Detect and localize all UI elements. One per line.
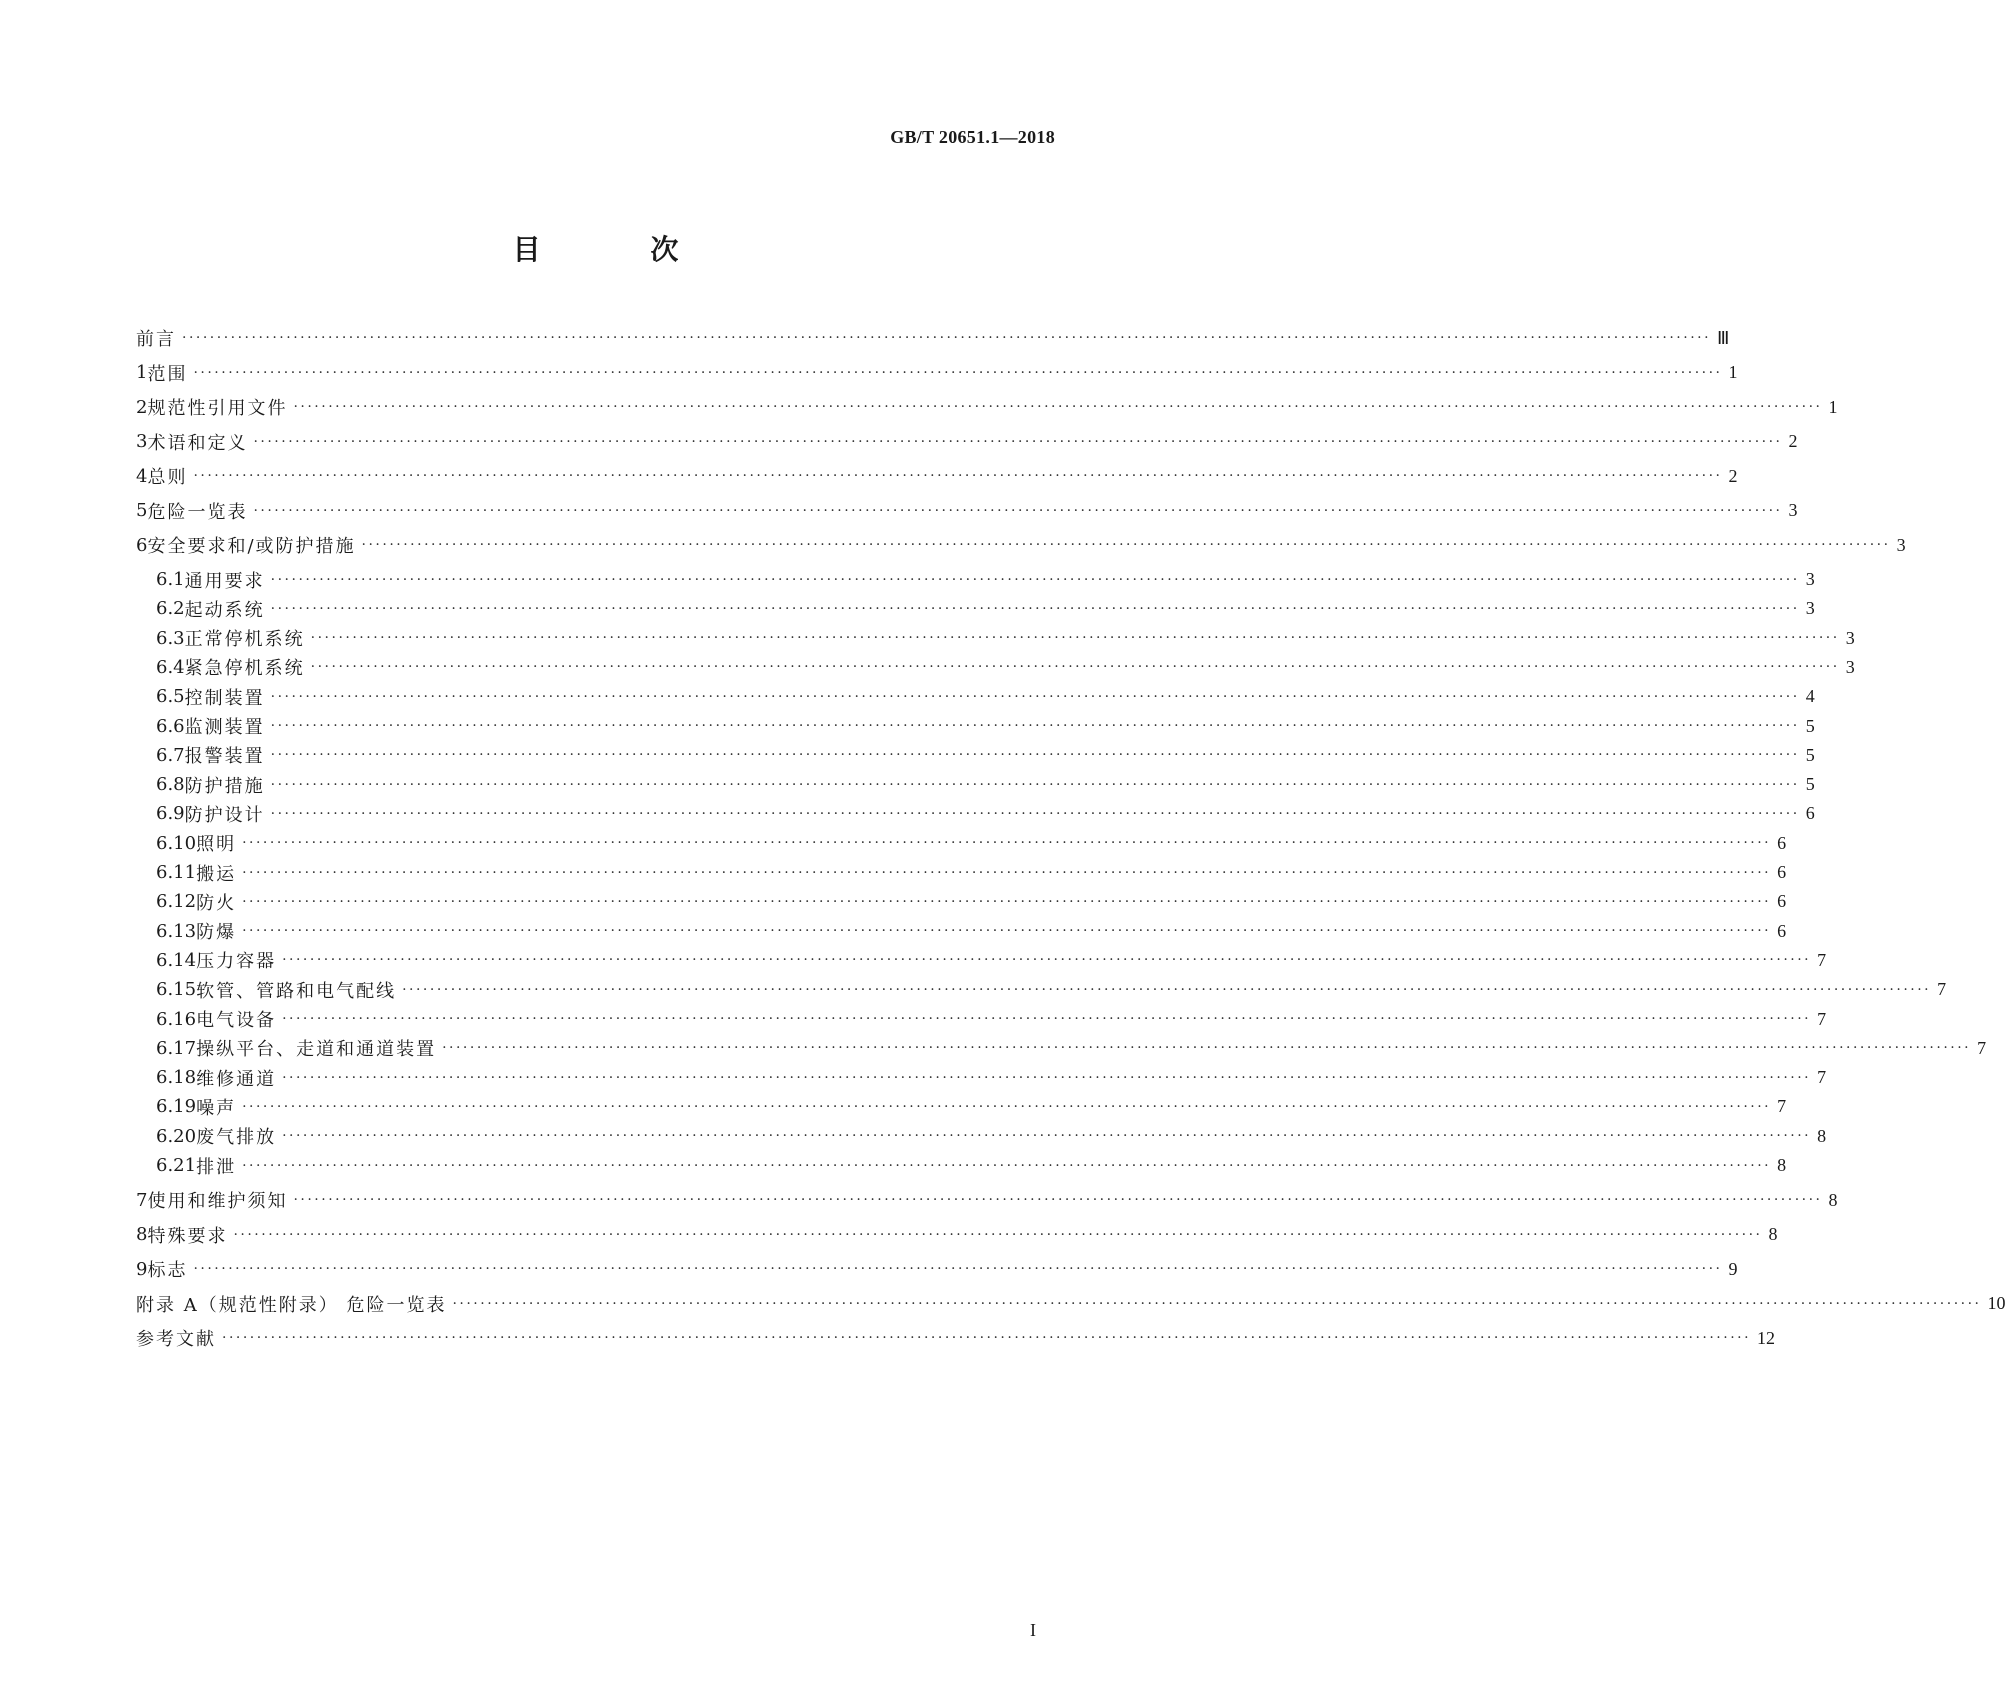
- toc-entry-number: 6.7: [156, 744, 185, 766]
- toc-entry-label: 监测装置: [184, 717, 265, 738]
- toc-entry-page: Ⅲ: [1717, 327, 1730, 348]
- toc-entry-number: 6.17: [156, 1037, 197, 1059]
- toc-entry-page: 7: [1937, 979, 1947, 1000]
- toc-entry-page: 6: [1777, 920, 1787, 941]
- toc-entry-page: 12: [1757, 1327, 1776, 1348]
- toc-entry-number: 6.9: [156, 803, 185, 825]
- page-title: 目 次: [512, 233, 729, 266]
- toc-entry-label: 起动系统: [184, 599, 265, 621]
- toc-entry[interactable]: [136, 1324, 1776, 1352]
- toc-entry[interactable]: [136, 1186, 1838, 1214]
- toc-entry-number: 6.18: [156, 1067, 197, 1089]
- toc-entry[interactable]: [136, 946, 1827, 974]
- toc-entry-page: 3: [1805, 569, 1815, 589]
- toc-dot-leader: ····························································································································································································································: [242, 835, 1772, 852]
- toc-entry-label: 规范性引用文件: [147, 398, 288, 419]
- toc-entry-label: 通用要求: [184, 570, 265, 592]
- toc-entry-page: 4: [1805, 686, 1815, 707]
- toc-entry-number: 9: [136, 1258, 148, 1280]
- toc-entry-label: 维修通道: [196, 1068, 277, 1090]
- toc-dot-leader: ····························································································································································································································: [270, 571, 1800, 588]
- toc-entry[interactable]: [136, 324, 1730, 352]
- toc-dot-leader: ····························································································································································································································: [182, 330, 1712, 346]
- toc-entry-number: 6.1: [156, 569, 185, 590]
- toc-dot-leader: ····························································································································································································································: [242, 1157, 1772, 1174]
- toc-entry-page: 3: [1845, 627, 1855, 648]
- toc-entry-number: 5: [136, 500, 148, 521]
- toc-entry-page: 6: [1777, 891, 1787, 912]
- toc-entry-number: 6.20: [156, 1125, 197, 1147]
- toc-entry[interactable]: [136, 1152, 1787, 1180]
- toc-entry[interactable]: [136, 1221, 1778, 1249]
- toc-entry-number: 6.12: [156, 891, 197, 913]
- toc-dot-leader: ····························································································································································································································: [193, 468, 1723, 484]
- toc-entry-page: 7: [1977, 1037, 1987, 1058]
- page-number: I: [1030, 1620, 1036, 1640]
- toc-entry-label: 噪声: [196, 1097, 237, 1119]
- toc-entry-number: 6: [136, 534, 148, 556]
- toc-entry-label: 参考文献: [136, 1329, 216, 1350]
- toc-entry-number: 6.13: [156, 920, 197, 942]
- toc-entry-label: 紧急停机系统: [184, 658, 305, 680]
- toc-entry-number: 6.8: [156, 774, 185, 796]
- toc-entry-number: 6.11: [156, 862, 197, 883]
- toc-entry-page: 3: [1845, 656, 1855, 677]
- toc-entry-label: 总则: [147, 467, 188, 488]
- toc-entry[interactable]: [136, 566, 1815, 594]
- toc-entry[interactable]: [136, 1255, 1738, 1283]
- toc-entry-page: 8: [1817, 1125, 1827, 1146]
- toc-entry-number: 3: [136, 431, 148, 452]
- toc-dot-leader: ····························································································································································································································: [270, 805, 1800, 822]
- toc-entry-label: 前言: [136, 329, 176, 350]
- toc-entry-number: 6.2: [156, 598, 185, 620]
- toc-entry-page: 7: [1817, 1067, 1827, 1088]
- toc-entry-number: 6.21: [156, 1155, 197, 1176]
- toc-dot-leader: ····························································································································································································································: [282, 952, 1812, 969]
- toc-entry-label: 软管、管路和电气配线: [196, 980, 397, 1002]
- toc-entry-label: 压力容器: [196, 951, 277, 973]
- toc-dot-leader: ····························································································································································································································: [282, 1069, 1812, 1086]
- toc-entry[interactable]: [136, 771, 1815, 799]
- toc-entry-label: 报警装置: [184, 746, 265, 768]
- toc-entry-number: 8: [136, 1224, 148, 1245]
- toc-entry[interactable]: [136, 829, 1787, 857]
- toc-entry-label: 防火: [196, 892, 237, 914]
- toc-dot-leader: ····························································································································································································································: [242, 893, 1772, 910]
- toc-entry-page: 1: [1828, 396, 1838, 417]
- toc-dot-leader: ····························································································································································································································: [193, 1261, 1723, 1277]
- toc-entry-label: 术语和定义: [147, 432, 248, 454]
- toc-entry[interactable]: [136, 683, 1815, 711]
- toc-dot-leader: ····························································································································································································································: [402, 981, 1932, 998]
- toc-entry-page: 5: [1805, 744, 1815, 765]
- toc-entry-number: 6.15: [156, 979, 197, 1001]
- toc-entry-number: 1: [136, 362, 148, 383]
- toc-entry-label: 电气设备: [196, 1010, 277, 1031]
- toc-entry[interactable]: [136, 888, 1787, 916]
- toc-dot-leader: ····························································································································································································································: [270, 776, 1800, 793]
- toc-entry-label: 照明: [196, 834, 237, 856]
- toc-entry-label: 正常停机系统: [184, 629, 305, 651]
- toc-dot-leader: ····························································································································································································································: [310, 630, 1840, 647]
- toc-dot-leader: ····························································································································································································································: [293, 1192, 1823, 1208]
- toc-entry-label: 标志: [147, 1260, 188, 1281]
- toc-entry-page: 5: [1805, 715, 1815, 736]
- toc-entry-page: 8: [1828, 1189, 1838, 1210]
- toc-entry-page: 10: [1987, 1293, 2006, 1313]
- toc-entry-page: 8: [1777, 1155, 1787, 1175]
- toc-entry-page: 1: [1728, 362, 1738, 382]
- toc-entry[interactable]: [136, 359, 1738, 387]
- toc-entry-number: 6.3: [156, 627, 185, 649]
- toc-dot-leader: ····························································································································································································································: [442, 1040, 1972, 1057]
- toc-dot-leader: ····························································································································································································································: [361, 537, 1891, 553]
- toc-dot-leader: ····························································································································································································································: [253, 433, 1783, 450]
- toc-entry[interactable]: [136, 976, 1947, 1004]
- toc-entry-number: 6.16: [156, 1008, 197, 1030]
- toc-entry[interactable]: [136, 428, 1798, 456]
- toc-entry[interactable]: [136, 1290, 2006, 1318]
- toc-dot-leader: ····························································································································································································································: [282, 1011, 1812, 1027]
- toc-entry[interactable]: [136, 393, 1838, 421]
- toc-entry-label: 控制装置: [184, 687, 265, 709]
- toc-entry-number: 6.6: [156, 715, 185, 737]
- toc-entry-number: 6.14: [156, 949, 197, 971]
- toc-entry[interactable]: [136, 800, 1815, 828]
- toc-dot-leader: ····························································································································································································································: [452, 1295, 1982, 1312]
- toc-entry-page: 6: [1777, 862, 1787, 882]
- toc-entry-label: 废气排放: [196, 1127, 277, 1149]
- toc-dot-leader: ····························································································································································································································: [270, 600, 1800, 617]
- toc-entry[interactable]: [136, 741, 1815, 769]
- toc-entry-page: 7: [1777, 1096, 1787, 1117]
- toc-entry[interactable]: [136, 497, 1798, 525]
- toc-entry-page: 6: [1805, 803, 1815, 824]
- toc-entry-page: 2: [1728, 465, 1738, 486]
- toc-dot-leader: ····························································································································································································································: [270, 747, 1800, 764]
- toc-entry[interactable]: [136, 653, 1855, 681]
- toc-dot-leader: ····························································································································································································································: [233, 1226, 1763, 1243]
- toc-entry-number: 6.5: [156, 686, 185, 708]
- toc-entry[interactable]: [136, 531, 1906, 559]
- toc-dot-leader: ····························································································································································································································: [242, 1098, 1772, 1115]
- toc-dot-leader: ····························································································································································································································: [193, 364, 1723, 381]
- toc-entry-number: 6.10: [156, 832, 197, 854]
- toc-entry[interactable]: [136, 624, 1855, 652]
- toc-entry-label: 范围: [147, 363, 188, 385]
- toc-entry-page: 8: [1768, 1224, 1778, 1244]
- toc-dot-leader: ····························································································································································································································: [270, 688, 1800, 705]
- toc-entry[interactable]: [136, 462, 1738, 490]
- toc-entry[interactable]: [136, 595, 1815, 623]
- toc-entry[interactable]: [136, 1093, 1787, 1121]
- toc-entry[interactable]: [136, 1122, 1827, 1150]
- toc-entry[interactable]: [136, 859, 1787, 887]
- document-code: GB/T 20651.1—2018: [890, 127, 1055, 147]
- toc-entry-label: 安全要求和/或防护措施: [147, 536, 356, 557]
- toc-entry-label: 防护措施: [184, 775, 265, 797]
- toc-dot-leader: ····························································································································································································································: [293, 399, 1823, 415]
- toc-entry-label: 使用和维护须知: [147, 1191, 288, 1212]
- toc-entry-page: 3: [1896, 534, 1906, 555]
- toc-entry[interactable]: [136, 1005, 1827, 1033]
- toc-entry-label: 排泄: [196, 1156, 237, 1178]
- toc-entry-label: 附录 A（规范性附录） 危险一览表: [136, 1294, 447, 1316]
- toc-entry-page: 2: [1788, 431, 1798, 451]
- toc-entry-page: 3: [1788, 500, 1798, 520]
- toc-entry-page: 6: [1777, 832, 1787, 853]
- toc-entry-label: 特殊要求: [147, 1225, 228, 1247]
- toc-entry[interactable]: [136, 917, 1787, 945]
- toc-dot-leader: ····························································································································································································································: [270, 718, 1800, 734]
- toc-entry[interactable]: [136, 1064, 1827, 1092]
- toc-dot-leader: ····························································································································································································································: [253, 502, 1783, 519]
- toc-entry-number: 2: [136, 396, 148, 418]
- toc-entry-page: 9: [1728, 1258, 1738, 1279]
- toc-entry-label: 防护设计: [184, 804, 265, 826]
- toc-entry-page: 3: [1805, 598, 1815, 619]
- toc-entry-label: 操纵平台、走道和通道装置: [196, 1039, 437, 1061]
- toc-entry-page: 5: [1805, 774, 1815, 795]
- toc-dot-leader: ····························································································································································································································: [282, 1128, 1812, 1145]
- toc-dot-leader: ····························································································································································································································: [242, 923, 1772, 940]
- toc-entry-number: 7: [136, 1189, 148, 1211]
- toc-dot-leader: ····························································································································································································································: [222, 1330, 1752, 1346]
- toc-entry-label: 危险一览表: [147, 501, 248, 523]
- toc-entry-label: 搬运: [196, 863, 237, 885]
- toc-entry-page: 7: [1817, 1008, 1827, 1029]
- toc-entry-number: 6.19: [156, 1096, 197, 1118]
- toc-entry[interactable]: [136, 712, 1815, 740]
- toc-entry-number: 6.4: [156, 656, 185, 678]
- toc-entry-label: 防爆: [196, 922, 237, 944]
- toc-entry-number: 4: [136, 465, 148, 487]
- toc-dot-leader: ····························································································································································································································: [242, 864, 1772, 881]
- toc-dot-leader: ····························································································································································································································: [310, 659, 1840, 676]
- toc-entry-page: 7: [1817, 949, 1827, 970]
- toc-entry[interactable]: [136, 1034, 1987, 1062]
